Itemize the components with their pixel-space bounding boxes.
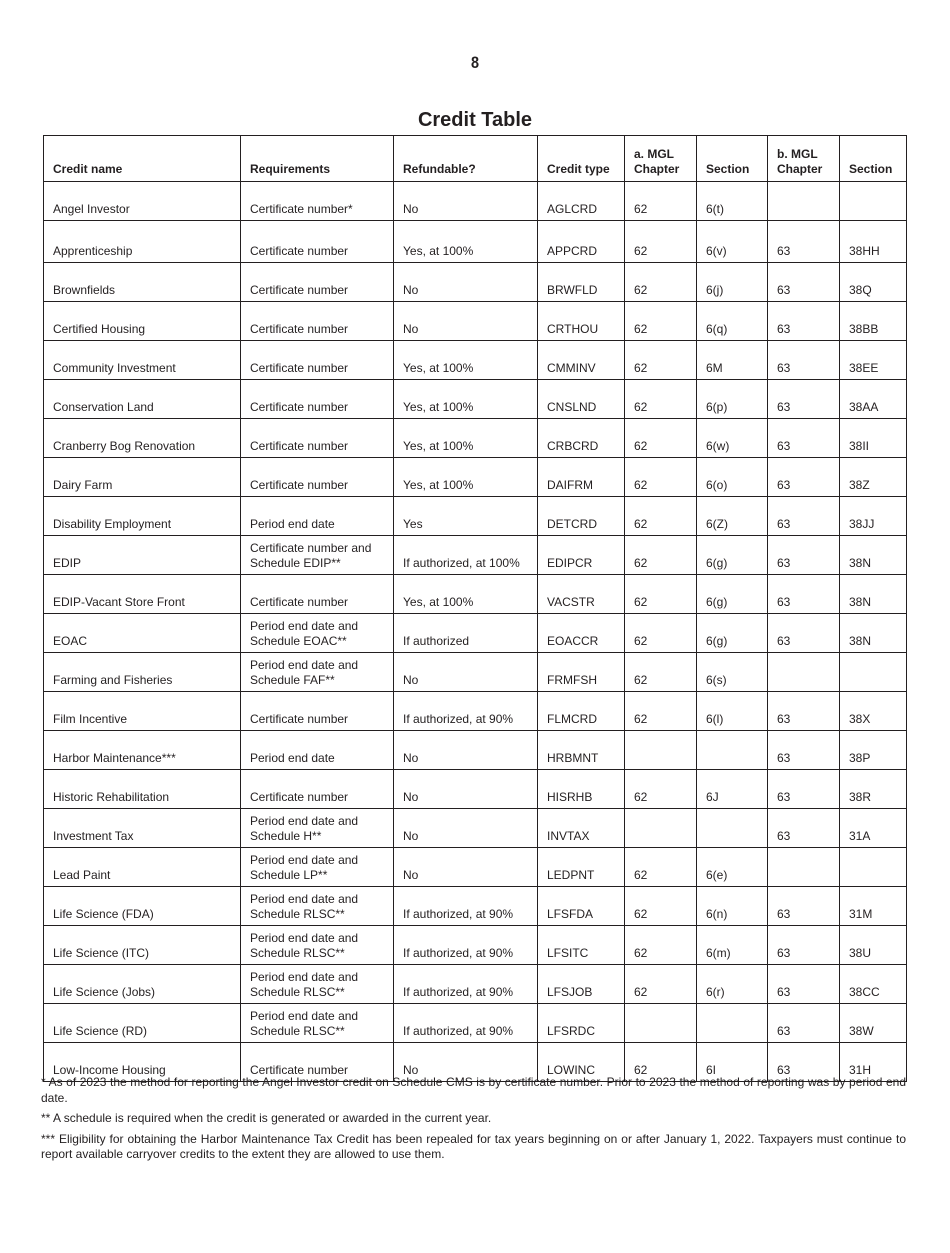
cell-section-b: 31M — [840, 887, 907, 926]
cell-mgl-chapter-b: 63 — [768, 302, 840, 341]
cell-section-a: 6(o) — [697, 458, 768, 497]
cell-mgl-chapter-b: 63 — [768, 536, 840, 575]
cell-credit-type: LOWINC — [538, 1043, 625, 1082]
cell-refundable: No — [394, 731, 538, 770]
cell-section-a: 6(s) — [697, 653, 768, 692]
cell-mgl-chapter-a — [625, 809, 697, 848]
cell-mgl-chapter-a: 62 — [625, 926, 697, 965]
footnote-schedule: ** A schedule is required when the credit is generated or awarded in the current year. — [41, 1111, 492, 1125]
cell-section-b: 38EE — [840, 341, 907, 380]
cell-credit-type: DETCRD — [538, 497, 625, 536]
cell-credit-name: Life Science (RD) — [44, 1004, 241, 1043]
header-section-b: Section — [840, 136, 907, 182]
cell-section-a: 6(r) — [697, 965, 768, 1004]
cell-credit-name: Apprenticeship — [44, 221, 241, 263]
cell-section-b — [840, 848, 907, 887]
cell-section-a: 6(m) — [697, 926, 768, 965]
cell-section-b: 38Z — [840, 458, 907, 497]
cell-requirements: Certificate number* — [241, 182, 394, 221]
cell-mgl-chapter-a: 62 — [625, 380, 697, 419]
table-row — [44, 536, 907, 575]
cell-refundable: If authorized, at 90% — [394, 692, 538, 731]
table-row — [44, 341, 907, 380]
cell-mgl-chapter-a: 62 — [625, 614, 697, 653]
cell-section-a: 6(l) — [697, 692, 768, 731]
cell-mgl-chapter-b: 63 — [768, 221, 840, 263]
cell-credit-name: Community Investment — [44, 341, 241, 380]
cell-requirements: Certificate number — [241, 263, 394, 302]
cell-requirements: Period end date and Schedule RLSC** — [241, 887, 394, 926]
cell-credit-name: Historic Rehabilitation — [44, 770, 241, 809]
cell-refundable: No — [394, 653, 538, 692]
table-row — [44, 692, 907, 731]
cell-section-b: 38AA — [840, 380, 907, 419]
cell-credit-type: LFSFDA — [538, 887, 625, 926]
cell-section-b: 38R — [840, 770, 907, 809]
cell-refundable: Yes, at 100% — [394, 419, 538, 458]
cell-refundable: If authorized — [394, 614, 538, 653]
cell-requirements: Certificate number — [241, 1043, 394, 1082]
cell-refundable: If authorized, at 90% — [394, 965, 538, 1004]
cell-mgl-chapter-b: 63 — [768, 575, 840, 614]
cell-section-a: 6(j) — [697, 263, 768, 302]
cell-credit-type: CRBCRD — [538, 419, 625, 458]
cell-mgl-chapter-b: 63 — [768, 1043, 840, 1082]
cell-mgl-chapter-b: 63 — [768, 1004, 840, 1043]
footnotes — [41, 1075, 906, 1168]
cell-section-a: 6(n) — [697, 887, 768, 926]
cell-credit-name: EOAC — [44, 614, 241, 653]
cell-section-a: 6(g) — [697, 614, 768, 653]
cell-section-b: 31A — [840, 809, 907, 848]
footnote-angel-investor: * As of 2023 the method for reporting the Angel Investor credit on Schedule CMS is by certificate number. Prior to 2023 the method of reporting was by period end date. — [41, 1075, 906, 1105]
cell-requirements: Period end date — [241, 497, 394, 536]
header-requirements: Requirements — [241, 136, 394, 182]
cell-section-a: 6(v) — [697, 221, 768, 263]
table-row — [44, 263, 907, 302]
cell-section-a: 6I — [697, 1043, 768, 1082]
cell-refundable: No — [394, 770, 538, 809]
cell-credit-type: EDIPCR — [538, 536, 625, 575]
cell-refundable: No — [394, 263, 538, 302]
cell-requirements: Period end date and Schedule EOAC** — [241, 614, 394, 653]
cell-mgl-chapter-a: 62 — [625, 341, 697, 380]
table-row — [44, 653, 907, 692]
cell-section-a: 6(Z) — [697, 497, 768, 536]
cell-credit-name: Film Incentive — [44, 692, 241, 731]
cell-credit-name: EDIP-Vacant Store Front — [44, 575, 241, 614]
cell-credit-name: Cranberry Bog Renovation — [44, 419, 241, 458]
table-row — [44, 497, 907, 536]
cell-mgl-chapter-b: 63 — [768, 692, 840, 731]
cell-credit-type: CRTHOU — [538, 302, 625, 341]
cell-mgl-chapter-a: 62 — [625, 419, 697, 458]
cell-mgl-chapter-a: 62 — [625, 692, 697, 731]
cell-section-b: 38BB — [840, 302, 907, 341]
cell-requirements: Certificate number — [241, 419, 394, 458]
cell-mgl-chapter-b: 63 — [768, 809, 840, 848]
cell-mgl-chapter-a: 62 — [625, 302, 697, 341]
cell-mgl-chapter-a: 62 — [625, 653, 697, 692]
cell-credit-name: Certified Housing — [44, 302, 241, 341]
cell-credit-type: DAIFRM — [538, 458, 625, 497]
cell-mgl-chapter-b — [768, 848, 840, 887]
cell-requirements: Period end date and Schedule LP** — [241, 848, 394, 887]
cell-section-b: 38U — [840, 926, 907, 965]
table-row — [44, 575, 907, 614]
header-credit-name: Credit name — [44, 136, 241, 182]
cell-mgl-chapter-b: 63 — [768, 419, 840, 458]
cell-mgl-chapter-b: 63 — [768, 926, 840, 965]
cell-refundable: No — [394, 1043, 538, 1082]
cell-section-b: 38HH — [840, 221, 907, 263]
cell-mgl-chapter-b: 63 — [768, 497, 840, 536]
cell-refundable: If authorized, at 90% — [394, 926, 538, 965]
cell-mgl-chapter-a: 62 — [625, 1043, 697, 1082]
table-row — [44, 419, 907, 458]
cell-section-a: 6(p) — [697, 380, 768, 419]
cell-section-a: 6(q) — [697, 302, 768, 341]
cell-credit-name: Brownfields — [44, 263, 241, 302]
cell-section-b: 38N — [840, 614, 907, 653]
cell-section-a — [697, 1004, 768, 1043]
cell-section-b: 31H — [840, 1043, 907, 1082]
cell-section-b: 38P — [840, 731, 907, 770]
cell-refundable: Yes, at 100% — [394, 341, 538, 380]
cell-section-b — [840, 182, 907, 221]
table-row — [44, 887, 907, 926]
cell-requirements: Period end date and Schedule FAF** — [241, 653, 394, 692]
cell-requirements: Certificate number and Schedule EDIP** — [241, 536, 394, 575]
cell-section-a: 6M — [697, 341, 768, 380]
cell-mgl-chapter-a: 62 — [625, 965, 697, 1004]
cell-section-a: 6(g) — [697, 575, 768, 614]
cell-section-b: 38JJ — [840, 497, 907, 536]
cell-requirements: Certificate number — [241, 770, 394, 809]
table-row — [44, 770, 907, 809]
cell-requirements: Period end date and Schedule RLSC** — [241, 1004, 394, 1043]
cell-refundable: Yes, at 100% — [394, 458, 538, 497]
cell-mgl-chapter-a: 62 — [625, 497, 697, 536]
cell-refundable: If authorized, at 90% — [394, 887, 538, 926]
cell-mgl-chapter-a: 62 — [625, 770, 697, 809]
cell-mgl-chapter-b: 63 — [768, 380, 840, 419]
cell-mgl-chapter-b: 63 — [768, 770, 840, 809]
cell-credit-name: Farming and Fisheries — [44, 653, 241, 692]
cell-requirements: Certificate number — [241, 380, 394, 419]
table-row — [44, 848, 907, 887]
cell-credit-name: Life Science (FDA) — [44, 887, 241, 926]
cell-credit-type: VACSTR — [538, 575, 625, 614]
table-row — [44, 302, 907, 341]
table-row — [44, 614, 907, 653]
table-row — [44, 809, 907, 848]
cell-mgl-chapter-b: 63 — [768, 263, 840, 302]
cell-credit-name: Life Science (ITC) — [44, 926, 241, 965]
cell-credit-name: Angel Investor — [44, 182, 241, 221]
cell-credit-type: BRWFLD — [538, 263, 625, 302]
header-refundable: Refundable? — [394, 136, 538, 182]
cell-requirements: Period end date and Schedule RLSC** — [241, 965, 394, 1004]
cell-credit-type: HRBMNT — [538, 731, 625, 770]
cell-mgl-chapter-a: 62 — [625, 536, 697, 575]
cell-section-a — [697, 731, 768, 770]
cell-requirements: Certificate number — [241, 575, 394, 614]
cell-mgl-chapter-b: 63 — [768, 458, 840, 497]
cell-credit-type: FLMCRD — [538, 692, 625, 731]
cell-section-b: 38W — [840, 1004, 907, 1043]
cell-mgl-chapter-b — [768, 182, 840, 221]
cell-requirements: Certificate number — [241, 221, 394, 263]
cell-section-b: 38N — [840, 575, 907, 614]
cell-section-a: 6(g) — [697, 536, 768, 575]
page-number: 8 — [470, 53, 480, 72]
cell-credit-name: EDIP — [44, 536, 241, 575]
cell-mgl-chapter-b: 63 — [768, 731, 840, 770]
header-mgl-chapter-b: b. MGL Chapter — [768, 136, 840, 182]
cell-requirements: Certificate number — [241, 458, 394, 497]
cell-mgl-chapter-b: 63 — [768, 887, 840, 926]
cell-section-b: 38Q — [840, 263, 907, 302]
cell-mgl-chapter-a: 62 — [625, 263, 697, 302]
table-row — [44, 926, 907, 965]
cell-section-b — [840, 653, 907, 692]
cell-mgl-chapter-a: 62 — [625, 887, 697, 926]
cell-mgl-chapter-b — [768, 653, 840, 692]
cell-credit-type: LFSJOB — [538, 965, 625, 1004]
cell-refundable: No — [394, 809, 538, 848]
cell-credit-type: FRMFSH — [538, 653, 625, 692]
cell-credit-type: CNSLND — [538, 380, 625, 419]
table-row — [44, 380, 907, 419]
cell-refundable: Yes, at 100% — [394, 221, 538, 263]
cell-credit-type: EOACCR — [538, 614, 625, 653]
table-row — [44, 965, 907, 1004]
cell-credit-name: Life Science (Jobs) — [44, 965, 241, 1004]
header-credit-type: Credit type — [538, 136, 625, 182]
header-mgl-chapter-a: a. MGL Chapter — [625, 136, 697, 182]
cell-section-b: 38N — [840, 536, 907, 575]
cell-refundable: Yes, at 100% — [394, 575, 538, 614]
cell-mgl-chapter-a: 62 — [625, 221, 697, 263]
table-row — [44, 182, 907, 221]
footnote-harbor-maintenance: *** Eligibility for obtaining the Harbor Maintenance Tax Credit has been repealed for tax years beginning on or after January 1, 2022. Taxpayers must continue to report available carryover credits to the extent they are allowed to use them. — [41, 1131, 906, 1161]
cell-credit-name: Disability Employment — [44, 497, 241, 536]
cell-credit-type: HISRHB — [538, 770, 625, 809]
cell-section-a — [697, 809, 768, 848]
cell-mgl-chapter-a: 62 — [625, 182, 697, 221]
table-row — [44, 1004, 907, 1043]
cell-mgl-chapter-a — [625, 731, 697, 770]
cell-credit-type: AGLCRD — [538, 182, 625, 221]
cell-section-a: 6(w) — [697, 419, 768, 458]
cell-section-a: 6(t) — [697, 182, 768, 221]
cell-requirements: Certificate number — [241, 692, 394, 731]
header-section-a: Section — [697, 136, 768, 182]
cell-credit-type: CMMINV — [538, 341, 625, 380]
cell-credit-type: LFSITC — [538, 926, 625, 965]
cell-credit-name: Harbor Maintenance*** — [44, 731, 241, 770]
cell-refundable: If authorized, at 100% — [394, 536, 538, 575]
cell-requirements: Period end date and Schedule H** — [241, 809, 394, 848]
table-row — [44, 221, 907, 263]
cell-refundable: Yes, at 100% — [394, 380, 538, 419]
cell-section-a: 6(e) — [697, 848, 768, 887]
cell-section-b: 38X — [840, 692, 907, 731]
cell-mgl-chapter-a: 62 — [625, 575, 697, 614]
cell-credit-name: Dairy Farm — [44, 458, 241, 497]
cell-mgl-chapter-a — [625, 1004, 697, 1043]
table-row — [44, 458, 907, 497]
cell-mgl-chapter-b: 63 — [768, 614, 840, 653]
cell-refundable: Yes — [394, 497, 538, 536]
cell-credit-type: LFSRDC — [538, 1004, 625, 1043]
cell-mgl-chapter-b: 63 — [768, 965, 840, 1004]
cell-credit-type: APPCRD — [538, 221, 625, 263]
cell-mgl-chapter-a: 62 — [625, 458, 697, 497]
cell-credit-type: INVTAX — [538, 809, 625, 848]
cell-credit-name: Conservation Land — [44, 380, 241, 419]
table-body — [44, 182, 907, 1082]
cell-requirements: Certificate number — [241, 302, 394, 341]
table-header-row — [44, 136, 907, 182]
cell-credit-name: Investment Tax — [44, 809, 241, 848]
table-row — [44, 731, 907, 770]
cell-requirements: Certificate number — [241, 341, 394, 380]
cell-refundable: No — [394, 848, 538, 887]
cell-mgl-chapter-a: 62 — [625, 848, 697, 887]
cell-mgl-chapter-b: 63 — [768, 341, 840, 380]
cell-credit-type: LEDPNT — [538, 848, 625, 887]
cell-requirements: Period end date and Schedule RLSC** — [241, 926, 394, 965]
cell-section-b: 38II — [840, 419, 907, 458]
cell-credit-name: Low-Income Housing — [44, 1043, 241, 1082]
cell-refundable: No — [394, 302, 538, 341]
cell-refundable: If authorized, at 90% — [394, 1004, 538, 1043]
cell-refundable: No — [394, 182, 538, 221]
cell-section-a: 6J — [697, 770, 768, 809]
page-title: Credit Table — [417, 109, 533, 131]
credit-table — [43, 135, 907, 1082]
cell-requirements: Period end date — [241, 731, 394, 770]
cell-credit-name: Lead Paint — [44, 848, 241, 887]
cell-section-b: 38CC — [840, 965, 907, 1004]
